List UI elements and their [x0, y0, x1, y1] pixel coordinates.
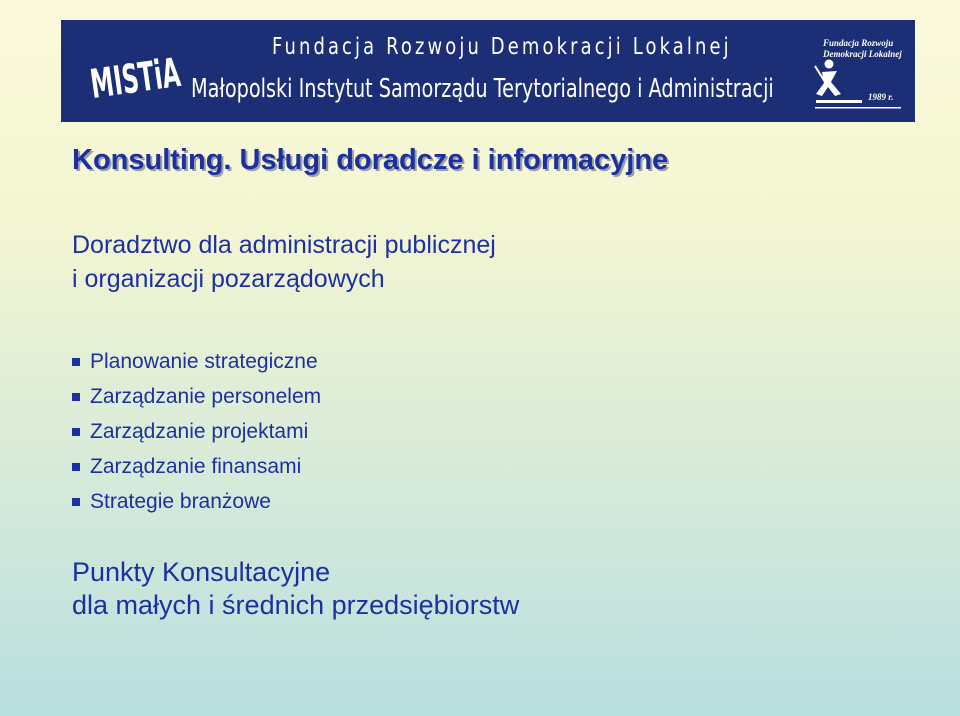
- consultation-points: [72, 556, 519, 622]
- mistia-logo-text: MISTiA: [87, 40, 248, 109]
- square-bullet-icon: [72, 358, 80, 366]
- list-item-label: Zarządzanie finansami: [90, 454, 302, 478]
- services-list: [72, 344, 321, 519]
- badge-line1: Fundacja Rozwoju: [823, 38, 894, 48]
- list-item-label: Zarządzanie projektami: [90, 419, 309, 443]
- square-bullet-icon: [72, 393, 80, 401]
- list-item: [72, 449, 321, 484]
- subtitle: [72, 228, 496, 296]
- list-item-label: Zarządzanie personelem: [90, 384, 322, 408]
- walking-person-icon: [811, 58, 911, 112]
- institute-name: Małopolski Instytut Samorządu Terytorialnego i Administracji: [191, 74, 774, 104]
- header-banner: [61, 20, 915, 122]
- list-item-label: Planowanie strategiczne: [90, 349, 318, 373]
- foundation-badge: [811, 34, 911, 116]
- badge-line2: Demokracji Lokalnej: [823, 49, 902, 59]
- foundation-name: Fundacja Rozwoju Demokracji Lokalnej: [272, 34, 732, 60]
- list-item: [72, 484, 321, 519]
- subtitle-line2: i organizacji pozarządowych: [72, 265, 385, 293]
- footer-line1: Punkty Konsultacyjne: [72, 557, 331, 587]
- subtitle-line1: Doradztwo dla administracji publicznej: [72, 231, 496, 259]
- page-title: Konsulting. Usługi doradcze i informacyjne: [72, 144, 669, 176]
- badge-year: 1989 r.: [868, 92, 894, 102]
- list-item: [72, 344, 321, 379]
- list-item: [72, 414, 321, 449]
- square-bullet-icon: [72, 498, 80, 506]
- footer-line2: dla małych i średnich przedsiębiorstw: [72, 590, 520, 620]
- mistia-logo: [87, 36, 248, 110]
- square-bullet-icon: [72, 428, 80, 436]
- list-item-label: Strategie branżowe: [90, 489, 271, 513]
- list-item: [72, 379, 321, 414]
- square-bullet-icon: [72, 463, 80, 471]
